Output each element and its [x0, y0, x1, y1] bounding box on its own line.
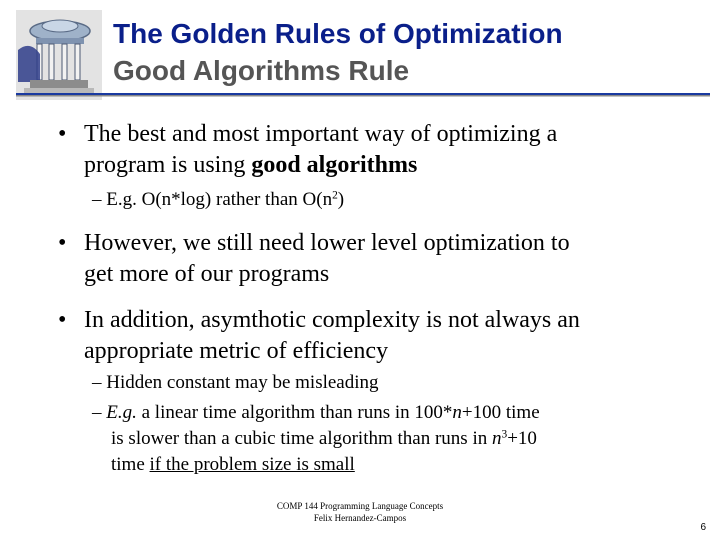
bullet-3-sub-3: is slower than a cubic time algorithm than runs in $n^3+10$ [111, 428, 537, 449]
bullet-1-line-2: program is using good algorithms [84, 152, 418, 178]
footer-course: COMP 144 Programming Language Concepts [276, 501, 444, 511]
bullet-3-sub-2: – E.g. a linear time algorithm than runs in 100*n+100 time [92, 402, 540, 423]
underlined-phrase: if the problem size is small [149, 454, 355, 475]
footer-author: Felix Hernandez-Campos [313, 513, 407, 523]
temple-logo-icon [16, 10, 102, 100]
bullet-1-sub: – E.g. O(n*log) rather than $O(n^2)$ [92, 189, 345, 210]
bullet-3-line-1: In addition, asymthotic complexity is not always an [84, 307, 580, 333]
slide-footer [250, 500, 470, 524]
page-number: 6 [700, 522, 706, 533]
bullet-2-line-2: get more of our programs [84, 261, 330, 287]
slide-subtitle: Good Algorithms Rule [113, 55, 410, 86]
slide-title: The Golden Rules of Optimization [113, 18, 563, 49]
bullet-1-line-1: The best and most important way of optimizing a [84, 121, 558, 147]
bullet-3-sub-4: time if the problem size is small [111, 454, 355, 475]
bullet-3-sub-1: – Hidden constant may be misleading [92, 372, 379, 393]
bullet-marker: • [58, 230, 67, 256]
bullet-marker: • [58, 307, 67, 333]
title-divider [16, 93, 710, 97]
bullet-3-line-2: appropriate metric of efficiency [84, 338, 389, 364]
bullet-marker: • [58, 121, 67, 147]
bullet-2-line-1: However, we still need lower level optimization to [84, 230, 570, 256]
bold-phrase: good algorithms [251, 152, 418, 178]
